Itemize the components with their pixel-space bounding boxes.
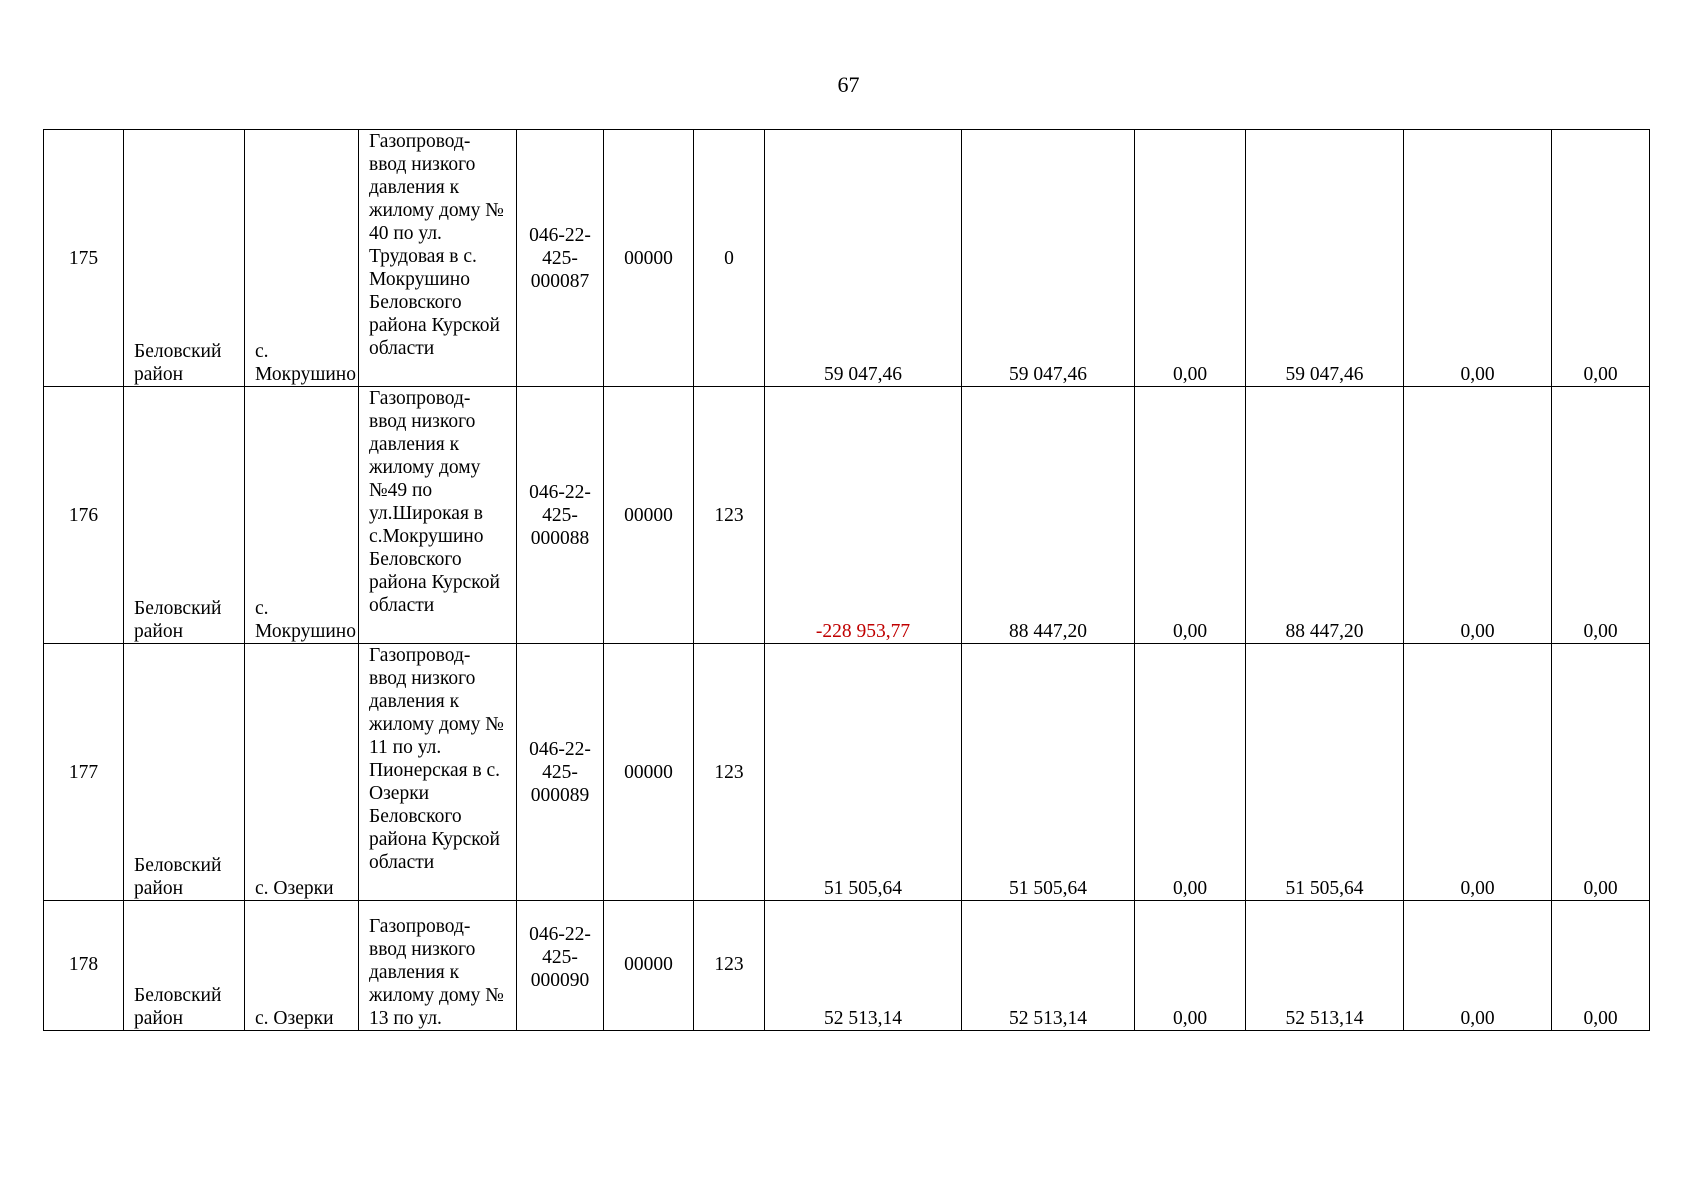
settlement-cell: с. Озерки — [245, 644, 359, 901]
district-cell: Беловский район — [124, 644, 245, 901]
value-cell-5: 0,00 — [1404, 387, 1552, 644]
value-cell-1: -228 953,77 — [765, 387, 962, 644]
value-cell-1: 59 047,46 — [765, 130, 962, 387]
page-number: 67 — [837, 72, 860, 97]
value-cell-3: 0,00 — [1135, 644, 1246, 901]
value-cell-4: 59 047,46 — [1246, 130, 1404, 387]
row-number: 176 — [44, 387, 124, 644]
row-number: 178 — [44, 901, 124, 1031]
district-cell: Беловский район — [124, 901, 245, 1031]
registry-table — [43, 129, 1650, 1031]
code-suffix-cell: 0 — [694, 130, 765, 387]
code-cell: 00000 — [604, 644, 694, 901]
object-name-cell: Газопровод-ввод низкого давления к жилому дому № 13 по ул. — [359, 901, 517, 1031]
value-cell-3: 0,00 — [1135, 387, 1246, 644]
value-cell-3: 0,00 — [1135, 130, 1246, 387]
value-cell-2: 88 447,20 — [962, 387, 1135, 644]
value-cell-6: 0,00 — [1552, 644, 1650, 901]
code-suffix-cell: 123 — [694, 644, 765, 901]
table-row — [44, 644, 1650, 901]
object-name-cell: Газопровод-ввод низкого давления к жилому дому № 40 по ул. Трудовая в с. Мокрушино Беловского района Курской области — [359, 130, 517, 387]
value-cell-2: 52 513,14 — [962, 901, 1135, 1031]
code-cell: 00000 — [604, 387, 694, 644]
code-cell: 00000 — [604, 901, 694, 1031]
row-number: 177 — [44, 644, 124, 901]
settlement-cell: с. Мокрушино — [245, 387, 359, 644]
value-cell-4: 88 447,20 — [1246, 387, 1404, 644]
value-cell-2: 59 047,46 — [962, 130, 1135, 387]
value-cell-6: 0,00 — [1552, 130, 1650, 387]
district-cell: Беловский район — [124, 130, 245, 387]
value-cell-4: 52 513,14 — [1246, 901, 1404, 1031]
code-suffix-cell: 123 — [694, 387, 765, 644]
value-cell-5: 0,00 — [1404, 130, 1552, 387]
cadastral-code-cell: 046-22-425-000089 — [517, 644, 604, 901]
value-cell-6: 0,00 — [1552, 387, 1650, 644]
value-cell-6: 0,00 — [1552, 901, 1650, 1031]
value-cell-4: 51 505,64 — [1246, 644, 1404, 901]
value-cell-2: 51 505,64 — [962, 644, 1135, 901]
settlement-cell: с. Озерки — [245, 901, 359, 1031]
cadastral-code-cell: 046-22-425-000087 — [517, 130, 604, 387]
code-suffix-cell: 123 — [694, 901, 765, 1031]
table-row — [44, 130, 1650, 387]
value-cell-5: 0,00 — [1404, 644, 1552, 901]
table-row — [44, 901, 1650, 1031]
value-cell-5: 0,00 — [1404, 901, 1552, 1031]
value-cell-1: 51 505,64 — [765, 644, 962, 901]
row-number: 175 — [44, 130, 124, 387]
district-cell: Беловский район — [124, 387, 245, 644]
cadastral-code-cell: 046-22-425-000088 — [517, 387, 604, 644]
value-cell-3: 0,00 — [1135, 901, 1246, 1031]
code-cell: 00000 — [604, 130, 694, 387]
object-name-cell: Газопровод-ввод низкого давления к жилому дому №49 по ул.Широкая в с.Мокрушино Беловского района Курской области — [359, 387, 517, 644]
cadastral-code-cell: 046-22-425-000090 — [517, 901, 604, 1031]
value-cell-1: 52 513,14 — [765, 901, 962, 1031]
settlement-cell: с. Мокрушино — [245, 130, 359, 387]
object-name-cell: Газопровод-ввод низкого давления к жилому дому № 11 по ул. Пионерская в с. Озерки Беловского района Курской области — [359, 644, 517, 901]
table-row — [44, 387, 1650, 644]
